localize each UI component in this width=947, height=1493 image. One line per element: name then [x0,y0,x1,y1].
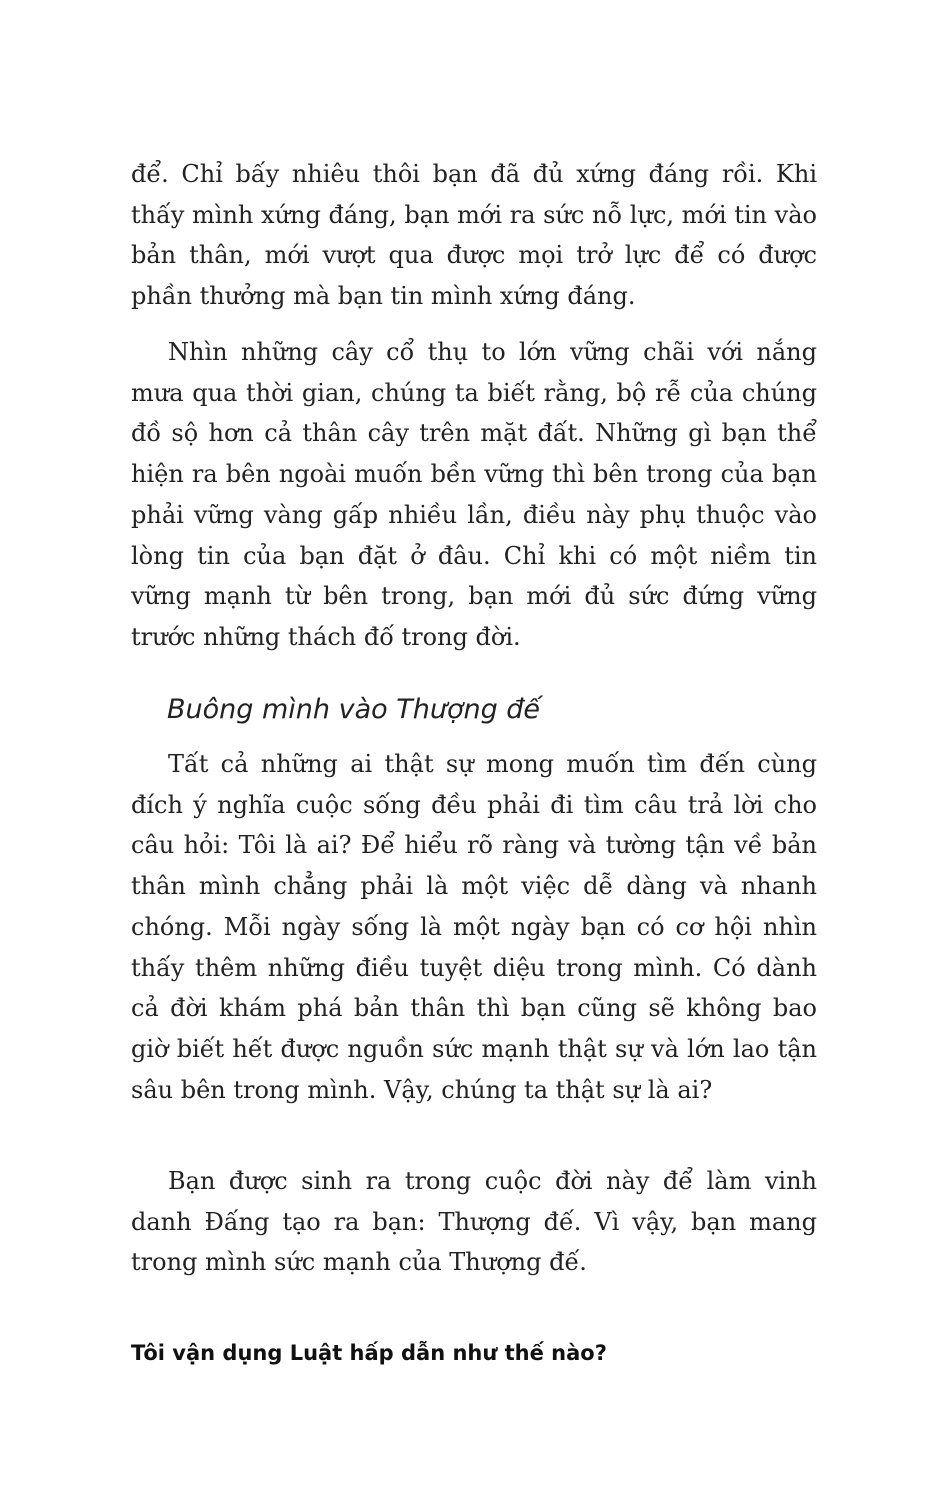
paragraph-tree-roots: Nhìn những cây cổ thụ to lớn vững chãi với nắng mưa qua thời gian, chúng ta biết rằng, bộ rễ của chúng đồ sộ hơn cả thân cây trên mặt đất. Những gì bạn thể hiện ra bên ngoài muốn bền vững thì bên trong của bạn phải vững vàng gấp nhiều lần, điều này phụ thuộc vào lòng tin của bạn đặt ở đâu. Chỉ khi có một niềm tin vững mạnh từ bên trong, bạn mới đủ sức đứng vững trước những thách đố trong đời. [131,338,817,651]
paragraph-born-to-honor: Bạn được sinh ra trong cuộc đời này để làm vinh danh Đấng tạo ra bạn: Thượng đế. Vì vậy, bạn mang trong mình sức mạnh của Thượng đế. [131,1167,817,1277]
question-heading-law-of-attraction: Tôi vận dụng Luật hấp dẫn như thế nào? [131,1341,607,1365]
section-heading-surrender: Buông mình vào Thượng đế [167,694,541,725]
paragraph-worthiness: để. Chỉ bấy nhiêu thôi bạn đã đủ xứng đáng rồi. Khi thấy mình xứng đáng, bạn mới ra sức nỗ lực, mới tin vào bản thân, mới vượt qua được mọi trở lực để có được phần thưởng mà bạn tin mình xứng đáng. [131,160,817,311]
paragraph-who-am-i: Tất cả những ai thật sự mong muốn tìm đến cùng đích ý nghĩa cuộc sống đều phải đi tìm câu trả lời cho câu hỏi: Tôi là ai? Để hiểu rõ ràng và tường tận về bản thân mình chẳng phải là một việc dễ dàng và nhanh chóng. Mỗi ngày sống là một ngày bạn có cơ hội nhìn thấy thêm những điều tuyệt diệu trong mình. Có dành cả đời khám phá bản thân thì bạn cũng sẽ không bao giờ biết hết được nguồn sức mạnh thật sự và lớn lao tận sâu bên trong mình. Vậy, chúng ta thật sự là ai? [131,750,817,1104]
